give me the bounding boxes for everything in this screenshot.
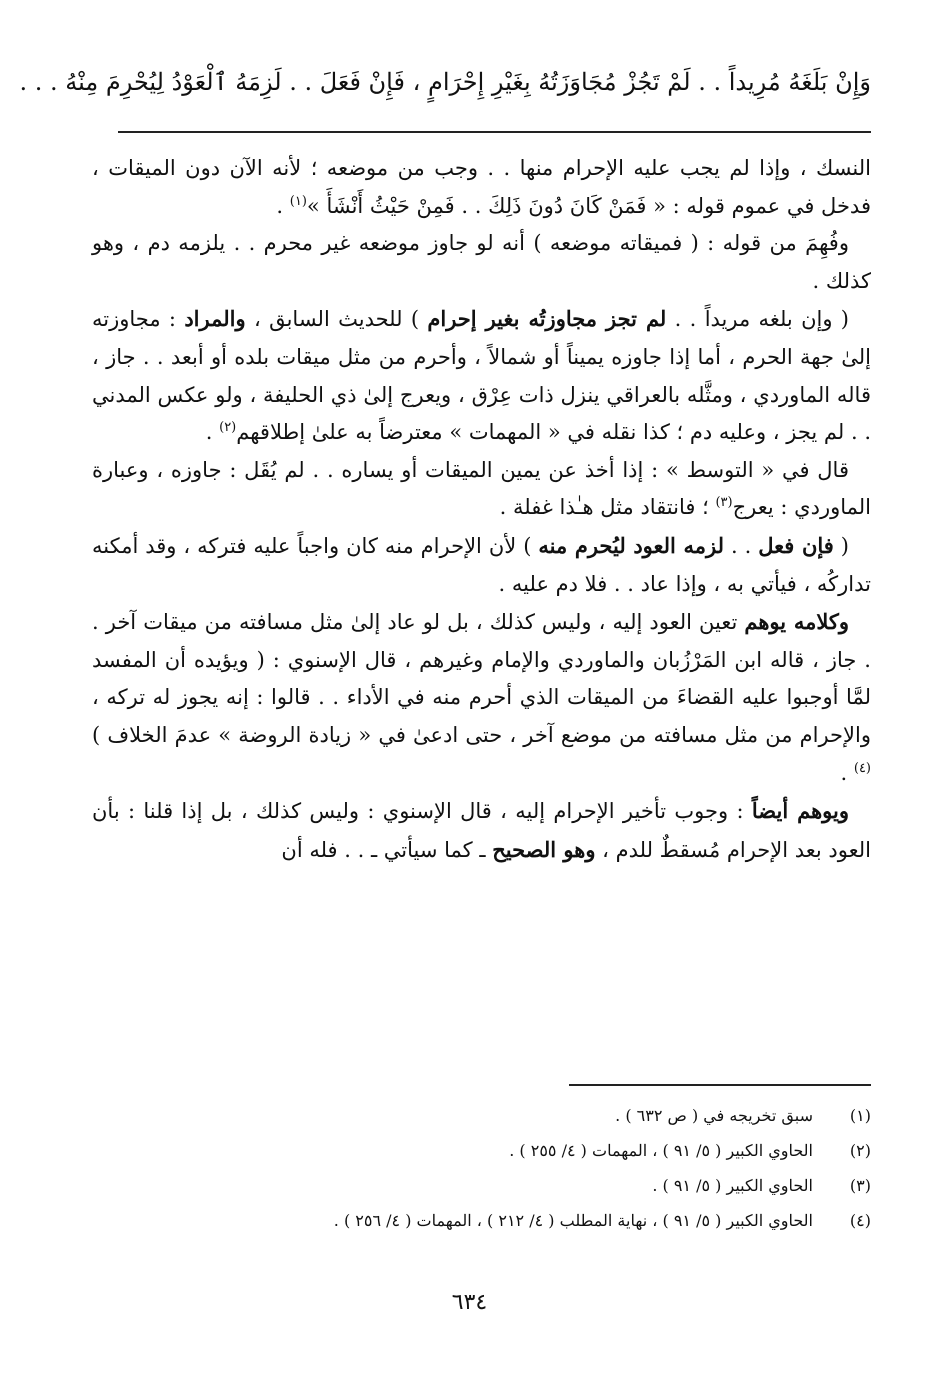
paragraph-4: قال في « التوسط » : إذا أخذ عن يمين الميقات أو يساره . . لم يُقَل : جاوزه ، وعبارة الماوردي : يعرج$^{(٣)}$ ؛ فانتقاد مثل هـٰذا غفلة .: [92, 457, 871, 520]
header-divider: [118, 131, 871, 133]
paragraph-1: النسك ، وإذا لم يجب عليه الإحرام منها . . وجب من موضعه ؛ لأنه الآن دون الميقات ، فدخل في عموم قوله : « فَمَنْ كَانَ دُونَ ذَلِكَ . . فَمِنْ حَيْثُ أَنْشَأَ »$^{(١)}$ .: [92, 156, 871, 218]
commentary-body: [92, 150, 871, 869]
footnote-ref-3: (٣): [715, 495, 733, 511]
paragraph-3: ( وإن بلغه مريداً . . لم تجز مجاوزتُه بغير إحرام ) للحديث السابق ، والمراد : مجاوزته إلىٰ جهة الحرم ، أما إذا جاوزه يميناً أو شمالاً ، وأحرم من مثل ميقات بلده أو أبعد . . جاز ، قاله الماوردي ، ومثَّله بالعراقي ينزل ذات عِرْق ، ويعرج إلىٰ ذي الحليفة ، ولو عكس المدني . . لم يجز ، وعليه دم ؛ كذا نقله في « المهمات » معترضاً به علىٰ إطلاقهم$^{(٢)}$ .: [92, 306, 871, 445]
footnote-ref-1: (١): [289, 193, 307, 209]
matn-header: وَإِنْ بَلَغَهُ مُرِيداً . . لَمْ تَجُزْ مُجَاوَزَتُهُ بِغَيْرِ إِحْرَامٍ ، فَإِنْ فَعَلَ . . لَزِمَهُ ٱلْعَوْدُ لِيُحْرِمَ مِنْهُ . . .: [19, 68, 871, 96]
footnote-ref-4: (٤): [853, 760, 871, 776]
paragraph-5: ( فإن فعل . . لزمه العود ليُحرم منه ) لأن الإحرام منه كان واجباً عليه فتركه ، وقد أمكنه تداركُه ، فيأتي به ، وإذا عاد . . فلا دم عليه .: [92, 532, 871, 596]
footnote-divider: [569, 1084, 871, 1086]
footnote-3: (٣) الحاوي الكبير ( ٥/ ٩١ ) .: [652, 1176, 871, 1195]
footnote-4: (٤) الحاوي الكبير ( ٥/ ٩١ ) ، نهاية المطلب ( ٤/ ٢١٢ ) ، المهمات ( ٤/ ٢٥٦ ) .: [333, 1211, 871, 1230]
paragraph-6: وكلامه يوهم تعين العود إليه ، وليس كذلك ، بل لو عاد إلىٰ مثل مسافته من ميقات آخر . . جاز ، قاله ابن المَرْزُبان والماوردي والإمام وغيرهم ، قال الإسنوي : ( ويؤيده أن المفسد لمَّا أوجبوا عليه القضاءَ من الميقات الذي أحرم منه في الأداء . . قالوا : إنه يجوز له تركه ، والإحرام من مثل مسافته من موضع آخر ، حتى ادعىٰ في « زيادة الروضة » عدمَ الخلاف )$^{(٤)}$ .: [92, 609, 871, 785]
footnote-2: (٢) الحاوي الكبير ( ٥/ ٩١ ) ، المهمات ( ٤/ ٢٥٥ ) .: [509, 1141, 871, 1160]
page-number: ٦٣٤: [451, 1290, 488, 1315]
paragraph-7: ويوهم أيضاً : وجوب تأخير الإحرام إليه ، قال الإسنوي : وليس كذلك ، بل إذا قلنا : بأن العود بعد الإحرام مُسقطٌ للدم ، وهو الصحيح ـ كما سيأتي ـ . . فله أن: [92, 798, 871, 862]
footnote-ref-2: (٢): [219, 420, 237, 436]
paragraph-2: وفُهِمَ من قوله : ( فميقاته موضعه ) أنه لو جاوز موضعه غير محرم . . يلزمه دم ، وهو كذلك .: [92, 231, 871, 293]
footnote-1: (١) سبق تخريجه في ( ص ٦٣٢ ) .: [615, 1106, 871, 1125]
footnotes: [92, 1098, 871, 1238]
